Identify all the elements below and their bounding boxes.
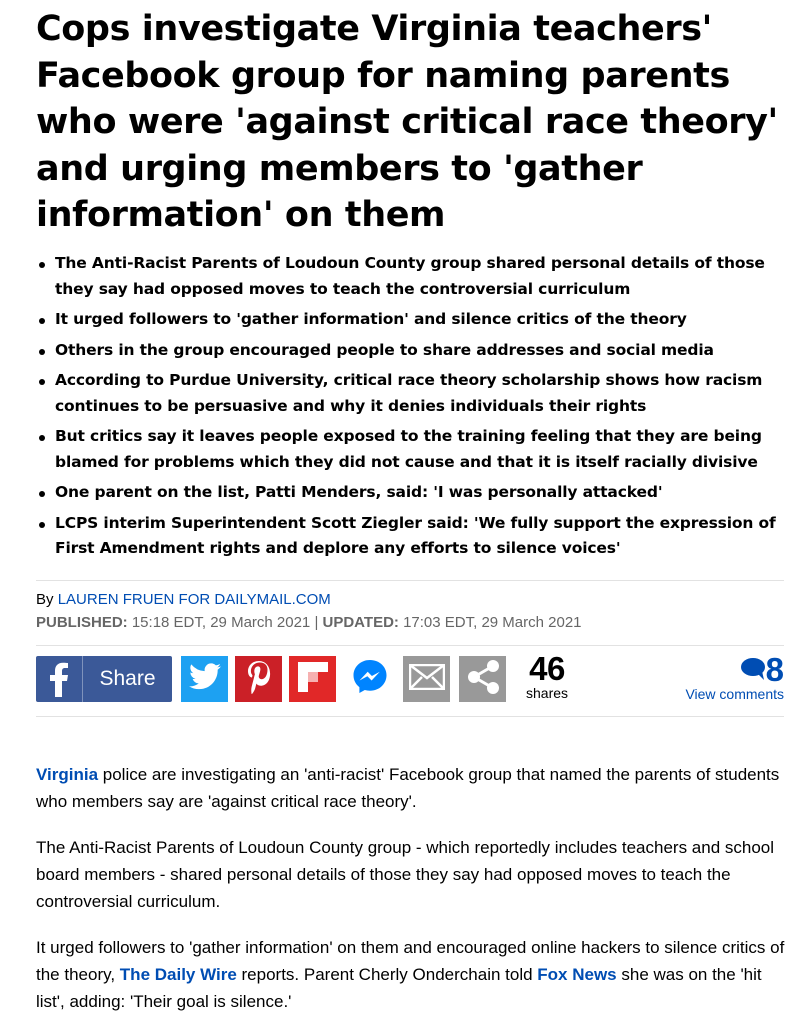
fox-news-link[interactable]: Fox News (537, 965, 617, 984)
article-dates (36, 614, 582, 631)
email-icon (409, 664, 445, 695)
article-headline: Cops investigate Virginia teachers' Facebook group for naming parents who were 'against critical race theory' and urging members to 'gather information' on them (36, 9, 778, 235)
published-date: 15:18 EDT, 29 March 2021 | (127, 614, 323, 631)
paragraph-text: police are investigating an 'anti-racist' Facebook group that named the parents of students who members say are 'against critical race theory'. (36, 765, 780, 811)
divider (36, 580, 784, 581)
daily-wire-link[interactable]: The Daily Wire (119, 965, 237, 984)
share-count (526, 652, 568, 700)
paragraph-text: she was on the 'hit list', adding: 'Their goal is silence.' (36, 965, 762, 1011)
summary-bullet: LCPS interim Superintendent Scott Ziegler said: 'We fully support the expression of First Amendment rights and deplore any efforts to silence voices' (36, 511, 796, 562)
comments-link[interactable] (685, 651, 784, 702)
article-paragraph (36, 761, 786, 815)
facebook-share-button[interactable] (36, 656, 172, 702)
messenger-icon (351, 658, 389, 701)
facebook-icon (36, 656, 83, 702)
twitter-share-button[interactable] (181, 656, 228, 702)
share-count-label: shares (526, 685, 569, 701)
divider (36, 716, 784, 717)
updated-date: 17:03 EDT, 29 March 2021 (398, 614, 582, 631)
comments-count-number: 8 (765, 651, 784, 688)
view-comments-link[interactable]: View comments (685, 686, 784, 702)
summary-bullet: The Anti-Racist Parents of Loudoun County group shared personal details of those they say had opposed moves to teach the controversial curriculum (36, 251, 796, 302)
comments-count (685, 651, 784, 688)
paragraph-text: reports. Parent Cherly Onderchain told (236, 965, 538, 984)
pinterest-icon (246, 660, 272, 699)
pinterest-share-button[interactable] (235, 656, 282, 702)
facebook-share-label: Share (99, 667, 156, 690)
summary-bullets (36, 251, 796, 567)
email-share-button[interactable] (403, 656, 450, 702)
summary-bullet: Others in the group encouraged people to share addresses and social media (36, 338, 796, 364)
flipboard-icon (298, 662, 328, 697)
messenger-share-button[interactable] (346, 656, 393, 702)
summary-bullet: One parent on the list, Patti Menders, said: 'I was personally attacked' (36, 480, 796, 506)
divider (36, 645, 784, 646)
twitter-icon (189, 663, 221, 695)
summary-bullet: But critics say it leaves people exposed to the training feeling that they are being blamed for problems which they did not cause and that it is itself racially divisive (36, 424, 796, 475)
published-label: PUBLISHED: (36, 614, 128, 631)
updated-label: UPDATED: (322, 614, 399, 631)
share-more-icon (466, 659, 500, 700)
share-bar (36, 650, 784, 702)
summary-bullet: It urged followers to 'gather information' and silence critics of the theory (36, 307, 796, 333)
article-paragraph: The Anti-Racist Parents of Loudoun County group - which reportedly includes teachers and school board members - shared personal details of those they say had opposed moves to teach the controversial curriculum. (36, 838, 775, 911)
virginia-link[interactable]: Virginia (36, 765, 99, 784)
more-share-button[interactable] (459, 656, 506, 702)
byline (36, 591, 331, 608)
byline-prefix: By (36, 591, 58, 608)
flipboard-share-button[interactable] (289, 656, 336, 702)
article-paragraph (36, 934, 786, 1015)
author-link[interactable]: LAUREN FRUEN FOR DAILYMAIL.COM (57, 591, 331, 608)
share-count-number: 46 (529, 650, 565, 687)
comment-bubble-icon (740, 654, 766, 686)
paragraph-text: It urged followers to 'gather information' on them and encouraged online hackers to silence critics of the theory, (36, 938, 785, 984)
article-body (36, 761, 786, 1034)
summary-bullet: According to Purdue University, critical race theory scholarship shows how racism continues to be persuasive and why it denies individuals their rights (36, 368, 796, 419)
